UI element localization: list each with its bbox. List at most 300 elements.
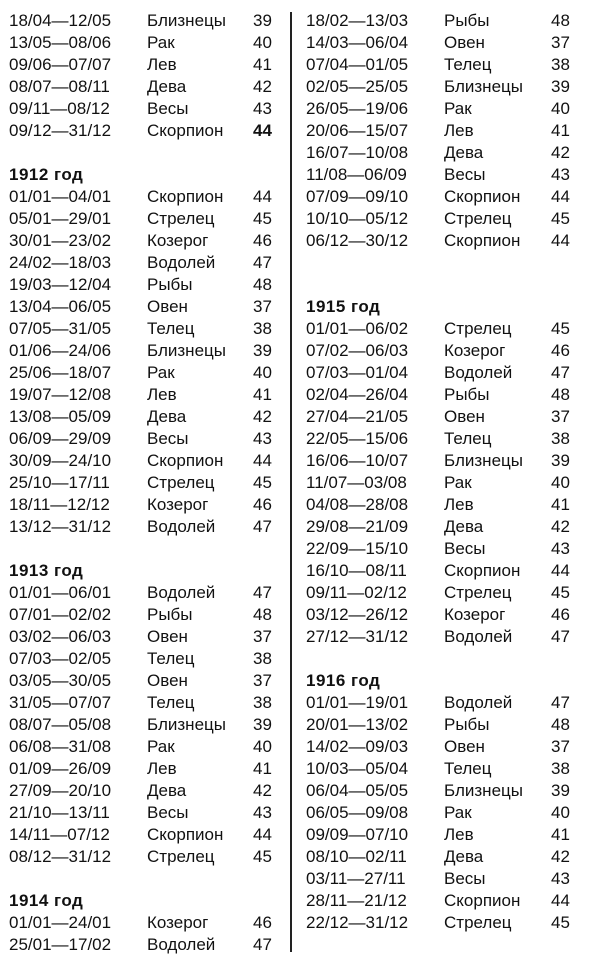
table-row [9, 98, 279, 120]
zodiac-sign: Скорпион [444, 187, 521, 206]
sign-number: 48 [551, 11, 570, 30]
sign-number: 43 [253, 429, 272, 448]
date-range: 01/01—24/01 [9, 913, 112, 932]
zodiac-sign: Лев [444, 121, 474, 140]
date-range: 11/07—03/08 [306, 473, 407, 492]
date-range: 06/08—31/08 [9, 737, 112, 756]
date-range: 03/12—26/12 [306, 605, 409, 624]
date-range: 27/12—31/12 [306, 627, 409, 646]
table-row [306, 846, 588, 868]
zodiac-sign: Стрелец [444, 209, 512, 228]
date-range: 25/01—17/02 [9, 935, 112, 954]
sign-number: 38 [253, 693, 272, 712]
sign-number: 46 [253, 495, 272, 514]
zodiac-sign: Козерог [444, 605, 506, 624]
table-row [9, 32, 279, 54]
date-range: 13/12—31/12 [9, 517, 112, 536]
sign-number: 38 [253, 649, 272, 668]
sign-number: 38 [551, 759, 570, 778]
sign-number: 37 [551, 737, 570, 756]
date-range: 09/11—02/12 [306, 583, 407, 602]
table-row [306, 450, 588, 472]
zodiac-sign: Весы [444, 869, 486, 888]
table-row [9, 120, 279, 142]
sign-number: 39 [551, 781, 570, 800]
zodiac-sign: Стрелец [147, 209, 215, 228]
date-range: 25/10—17/11 [9, 473, 110, 492]
table-row [9, 648, 279, 670]
table-row [9, 714, 279, 736]
zodiac-sign: Водолей [147, 253, 216, 272]
table-row [306, 560, 588, 582]
date-range: 30/01—23/02 [9, 231, 112, 250]
table-row [9, 54, 279, 76]
year-heading-1915: 1915 год [306, 297, 381, 316]
year-heading-1914: 1914 год [9, 891, 84, 910]
sign-number: 48 [551, 385, 570, 404]
zodiac-sign: Овен [147, 627, 188, 646]
date-range: 09/06—07/07 [9, 55, 112, 74]
table-row [9, 516, 279, 538]
table-row [9, 384, 279, 406]
year-section-1912 [9, 186, 279, 538]
zodiac-sign: Козерог [147, 913, 209, 932]
date-range: 20/06—15/07 [306, 121, 409, 140]
table-row [306, 582, 588, 604]
year-section-1914 [9, 912, 279, 956]
date-range: 13/08—05/09 [9, 407, 112, 426]
zodiac-sign: Козерог [147, 495, 209, 514]
sign-number: 43 [551, 539, 570, 558]
sign-number: 42 [551, 517, 570, 536]
sign-number: 45 [253, 473, 272, 492]
date-range: 27/04—21/05 [306, 407, 409, 426]
table-row [9, 824, 279, 846]
sign-number: 44 [253, 825, 272, 844]
zodiac-sign: Скорпион [444, 561, 521, 580]
table-row [9, 846, 279, 868]
date-range: 09/09—07/10 [306, 825, 409, 844]
left-column [9, 10, 279, 956]
date-range: 22/09—15/10 [306, 539, 409, 558]
year-heading-1913: 1913 год [9, 561, 84, 580]
table-row [9, 494, 279, 516]
zodiac-sign: Рыбы [147, 605, 193, 624]
table-row [306, 780, 588, 802]
table-row [306, 516, 588, 538]
table-row [9, 76, 279, 98]
year-heading-1916: 1916 год [306, 671, 381, 690]
date-range: 28/11—21/12 [306, 891, 407, 910]
table-row [306, 120, 588, 142]
sign-number: 40 [253, 737, 272, 756]
table-row [9, 670, 279, 692]
zodiac-sign: Стрелец [147, 473, 215, 492]
date-range: 20/01—13/02 [306, 715, 409, 734]
date-range: 07/03—02/05 [9, 649, 112, 668]
date-range: 09/11—08/12 [9, 99, 110, 118]
zodiac-sign: Близнецы [444, 77, 523, 96]
table-row [9, 692, 279, 714]
year-section-1913 [9, 582, 279, 868]
sign-number: 39 [551, 451, 570, 470]
sign-number: 41 [551, 495, 570, 514]
zodiac-sign: Дева [444, 143, 484, 162]
date-range: 06/04—05/05 [306, 781, 409, 800]
zodiac-sign: Дева [147, 781, 187, 800]
sign-number: 48 [253, 605, 272, 624]
zodiac-sign: Рак [444, 473, 472, 492]
sign-number: 39 [253, 715, 272, 734]
zodiac-sign: Рыбы [444, 11, 490, 30]
table-row [306, 186, 588, 208]
table-row [9, 296, 279, 318]
date-range: 19/03—12/04 [9, 275, 112, 294]
zodiac-sign: Близнецы [444, 451, 523, 470]
sign-number: 47 [551, 693, 570, 712]
zodiac-sign: Рак [444, 99, 472, 118]
sign-number: 47 [253, 935, 272, 954]
date-range: 14/02—09/03 [306, 737, 409, 756]
date-range: 18/11—12/12 [9, 495, 110, 514]
date-range: 03/11—27/11 [306, 869, 406, 888]
sign-number: 42 [253, 77, 272, 96]
date-range: 11/08—06/09 [306, 165, 407, 184]
date-range: 18/04—12/05 [9, 11, 112, 30]
sign-number: 42 [253, 407, 272, 426]
date-range: 03/05—30/05 [9, 671, 112, 690]
table-row [9, 472, 279, 494]
table-row [306, 164, 588, 186]
sign-number: 46 [551, 341, 570, 360]
date-range: 07/09—09/10 [306, 187, 409, 206]
table-row [306, 802, 588, 824]
zodiac-sign: Дева [147, 407, 187, 426]
zodiac-sign: Рак [147, 33, 175, 52]
date-range: 07/03—01/04 [306, 363, 409, 382]
date-range: 02/04—26/04 [306, 385, 409, 404]
date-range: 07/04—01/05 [306, 55, 409, 74]
table-row [9, 10, 279, 32]
table-row [306, 626, 588, 648]
table-row [9, 318, 279, 340]
table-row [9, 604, 279, 626]
zodiac-sign: Козерог [444, 341, 506, 360]
sign-number: 46 [253, 231, 272, 250]
table-row [9, 934, 279, 956]
table-row [306, 362, 588, 384]
zodiac-sign: Овен [444, 407, 485, 426]
table-row [9, 450, 279, 472]
table-row [306, 142, 588, 164]
table-row [9, 802, 279, 824]
zodiac-sign: Лев [147, 385, 177, 404]
sign-number: 48 [551, 715, 570, 734]
sign-number: 46 [253, 913, 272, 932]
date-range: 13/05—08/06 [9, 33, 112, 52]
table-row [9, 406, 279, 428]
table-row [9, 626, 279, 648]
date-range: 10/10—05/12 [306, 209, 409, 228]
date-range: 08/12—31/12 [9, 847, 112, 866]
table-row [306, 406, 588, 428]
date-range: 21/10—13/11 [9, 803, 110, 822]
year-section-1916 [306, 692, 588, 934]
right-pre-section [306, 10, 588, 252]
table-row [306, 230, 588, 252]
zodiac-sign: Лев [444, 495, 474, 514]
date-range: 30/09—24/10 [9, 451, 112, 470]
zodiac-sign: Стрелец [444, 583, 512, 602]
zodiac-sign: Весы [147, 99, 189, 118]
right-column [306, 10, 588, 934]
sign-number: 45 [551, 583, 570, 602]
table-row [306, 604, 588, 626]
sign-number: 45 [253, 209, 272, 228]
sign-number: 44 [551, 561, 570, 580]
sign-number: 44 [551, 187, 570, 206]
table-row [9, 758, 279, 780]
table-row [306, 340, 588, 362]
table-row [9, 362, 279, 384]
zodiac-sign: Скорпион [147, 121, 224, 140]
zodiac-sign: Весы [147, 429, 189, 448]
date-range: 10/03—05/04 [306, 759, 409, 778]
zodiac-sign: Водолей [444, 693, 513, 712]
column-divider [290, 12, 292, 952]
date-range: 01/01—19/01 [306, 693, 409, 712]
zodiac-sign: Водолей [147, 517, 216, 536]
sign-number: 37 [551, 407, 570, 426]
date-range: 16/06—10/07 [306, 451, 409, 470]
sign-number: 39 [253, 11, 272, 30]
zodiac-sign: Водолей [444, 627, 513, 646]
zodiac-sign: Лев [147, 759, 177, 778]
table-row [306, 736, 588, 758]
table-row [9, 208, 279, 230]
sign-number: 45 [551, 209, 570, 228]
sign-number: 41 [253, 55, 272, 74]
zodiac-sign: Стрелец [147, 847, 215, 866]
zodiac-sign: Водолей [147, 583, 216, 602]
table-row [306, 890, 588, 912]
table-row [9, 186, 279, 208]
table-row [9, 340, 279, 362]
zodiac-sign: Водолей [444, 363, 513, 382]
sign-number: 39 [551, 77, 570, 96]
year-heading-1912: 1912 год [9, 165, 84, 184]
zodiac-sign: Близнецы [147, 341, 226, 360]
date-range: 01/01—06/01 [9, 583, 112, 602]
zodiac-sign: Весы [444, 539, 486, 558]
date-range: 22/05—15/06 [306, 429, 409, 448]
sign-number: 44 [253, 451, 272, 470]
date-range: 09/12—31/12 [9, 121, 112, 140]
table-row [306, 10, 588, 32]
table-row [306, 32, 588, 54]
zodiac-sign: Телец [147, 693, 195, 712]
sign-number: 40 [551, 99, 570, 118]
zodiac-sign: Скорпион [444, 891, 521, 910]
zodiac-sign: Рыбы [444, 715, 490, 734]
sign-number: 42 [551, 143, 570, 162]
date-range: 29/08—21/09 [306, 517, 409, 536]
zodiac-sign: Козерог [147, 231, 209, 250]
date-range: 01/06—24/06 [9, 341, 112, 360]
table-row [9, 582, 279, 604]
sign-number: 41 [551, 825, 570, 844]
zodiac-sign: Весы [147, 803, 189, 822]
date-range: 02/05—25/05 [306, 77, 409, 96]
date-range: 05/01—29/01 [9, 209, 112, 228]
sign-number: 44 [551, 231, 570, 250]
zodiac-sign: Скорпион [444, 231, 521, 250]
zodiac-sign: Телец [444, 759, 492, 778]
zodiac-sign: Весы [444, 165, 486, 184]
table-row [306, 54, 588, 76]
date-range: 27/09—20/10 [9, 781, 112, 800]
date-range: 07/01—02/02 [9, 605, 112, 624]
sign-number: 41 [253, 385, 272, 404]
zodiac-sign: Дева [444, 847, 484, 866]
date-range: 01/09—26/09 [9, 759, 112, 778]
date-range: 26/05—19/06 [306, 99, 409, 118]
zodiac-sign: Телец [147, 649, 195, 668]
date-range: 03/02—06/03 [9, 627, 112, 646]
date-range: 13/04—06/05 [9, 297, 112, 316]
date-range: 08/07—05/08 [9, 715, 112, 734]
date-range: 06/09—29/09 [9, 429, 112, 448]
sign-number: 45 [253, 847, 272, 866]
table-row [9, 252, 279, 274]
date-range: 31/05—07/07 [9, 693, 112, 712]
date-range: 08/10—02/11 [306, 847, 407, 866]
zodiac-sign: Овен [444, 33, 485, 52]
date-range: 22/12—31/12 [306, 913, 409, 932]
table-row [306, 384, 588, 406]
zodiac-sign: Скорпион [147, 451, 224, 470]
sign-number: 38 [253, 319, 272, 338]
sign-number: 43 [253, 99, 272, 118]
zodiac-sign: Скорпион [147, 825, 224, 844]
table-row [9, 736, 279, 758]
table-row [9, 780, 279, 802]
sign-number: 40 [253, 33, 272, 52]
year-section-1915 [306, 318, 588, 648]
zodiac-sign: Телец [444, 429, 492, 448]
zodiac-sign: Овен [444, 737, 485, 756]
sign-number: 37 [253, 297, 272, 316]
zodiac-sign: Рыбы [147, 275, 193, 294]
sign-number: 37 [551, 33, 570, 52]
table-row [306, 494, 588, 516]
sign-number: 38 [551, 429, 570, 448]
table-row [306, 472, 588, 494]
table-row [306, 692, 588, 714]
sign-number: 38 [551, 55, 570, 74]
date-range: 25/06—18/07 [9, 363, 112, 382]
date-range: 07/02—06/03 [306, 341, 409, 360]
zodiac-sign: Близнецы [147, 11, 226, 30]
date-range: 01/01—06/02 [306, 319, 409, 338]
date-range: 06/05—09/08 [306, 803, 409, 822]
zodiac-sign: Скорпион [147, 187, 224, 206]
date-range: 19/07—12/08 [9, 385, 112, 404]
zodiac-sign: Лев [147, 55, 177, 74]
zodiac-sign: Лев [444, 825, 474, 844]
zodiac-sign: Телец [147, 319, 195, 338]
table-row [306, 824, 588, 846]
sign-number: 43 [551, 165, 570, 184]
table-row [306, 98, 588, 120]
sign-number: 40 [253, 363, 272, 382]
sign-number: 41 [253, 759, 272, 778]
zodiac-sign: Близнецы [147, 715, 226, 734]
sign-number: 37 [253, 671, 272, 690]
zodiac-sign: Дева [147, 77, 187, 96]
table-row [306, 318, 588, 340]
date-range: 24/02—18/03 [9, 253, 112, 272]
table-row [9, 912, 279, 934]
zodiac-sign: Дева [444, 517, 484, 536]
table-row [306, 758, 588, 780]
sign-number: 42 [253, 781, 272, 800]
zodiac-sign: Водолей [147, 935, 216, 954]
date-range: 16/07—10/08 [306, 143, 409, 162]
zodiac-sign: Рыбы [444, 385, 490, 404]
zodiac-sign: Рак [147, 737, 175, 756]
sign-number: 44 [253, 121, 272, 140]
sign-number: 47 [551, 627, 570, 646]
date-range: 04/08—28/08 [306, 495, 409, 514]
date-range: 14/11—07/12 [9, 825, 110, 844]
date-range: 07/05—31/05 [9, 319, 112, 338]
zodiac-sign: Овен [147, 297, 188, 316]
zodiac-sign: Стрелец [444, 319, 512, 338]
sign-number: 45 [551, 319, 570, 338]
table-row [306, 538, 588, 560]
table-row [306, 912, 588, 934]
table-row [306, 208, 588, 230]
table-row [306, 76, 588, 98]
zodiac-sign: Рак [444, 803, 472, 822]
sign-number: 43 [253, 803, 272, 822]
sign-number: 44 [551, 891, 570, 910]
sign-number: 47 [551, 363, 570, 382]
sign-number: 43 [551, 869, 570, 888]
table-row [9, 274, 279, 296]
left-pre-section [9, 10, 279, 142]
zodiac-sign: Телец [444, 55, 492, 74]
sign-number: 44 [253, 187, 272, 206]
date-range: 18/02—13/03 [306, 11, 409, 30]
table-row [306, 868, 588, 890]
zodiac-sign: Рак [147, 363, 175, 382]
date-range: 01/01—04/01 [9, 187, 112, 206]
table-row [9, 230, 279, 252]
date-range: 14/03—06/04 [306, 33, 409, 52]
table-row [9, 428, 279, 450]
date-range: 06/12—30/12 [306, 231, 409, 250]
sign-number: 40 [551, 803, 570, 822]
zodiac-sign: Стрелец [444, 913, 512, 932]
date-range: 08/07—08/11 [9, 77, 110, 96]
sign-number: 47 [253, 517, 272, 536]
sign-number: 37 [253, 627, 272, 646]
date-range: 16/10—08/11 [306, 561, 407, 580]
sign-number: 39 [253, 341, 272, 360]
zodiac-sign: Близнецы [444, 781, 523, 800]
